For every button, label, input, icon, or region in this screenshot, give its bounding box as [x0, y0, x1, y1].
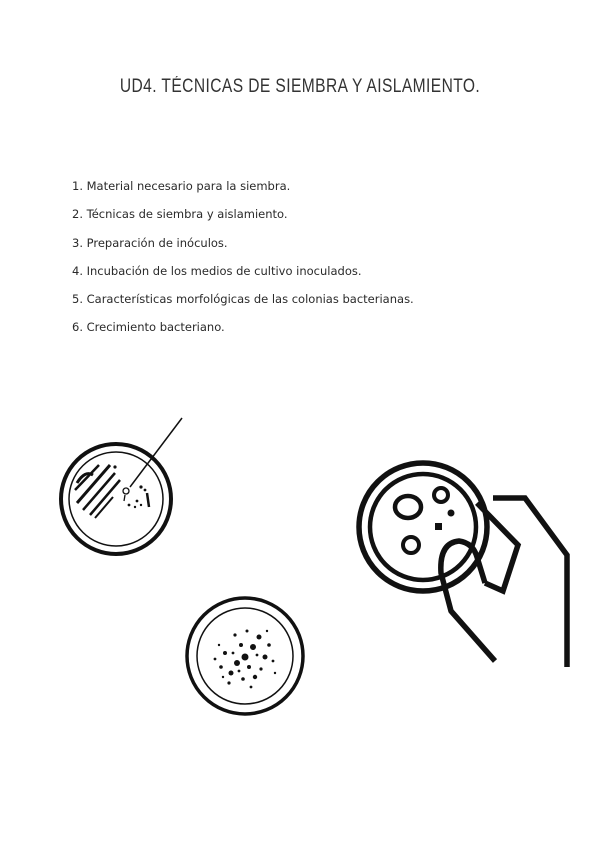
colony-petri-dish-icon [185, 595, 305, 717]
toc-item-3: 3. Preparación de inóculos. [72, 235, 228, 250]
toc-item-6: 6. Crecimiento bacteriano. [72, 320, 225, 335]
toc-item-4: 4. Incubación de los medios de cultivo inoculados. [72, 263, 362, 278]
page-title: UD4. TÉCNICAS DE SIEMBRA Y AISLAMIENTO. [119, 76, 481, 97]
toc-item-5: 5. Características morfológicas de las colonias bacterianas. [72, 292, 414, 307]
toc-item-1: 1. Material necesario para la siembra. [72, 179, 291, 193]
toc-item-2: 2. Técnicas de siembra y aislamiento. [72, 207, 288, 222]
streaked-petri-dish-icon [55, 415, 190, 555]
table-of-contents [72, 178, 414, 348]
hand-holding-petri-dish-icon [355, 455, 575, 670]
